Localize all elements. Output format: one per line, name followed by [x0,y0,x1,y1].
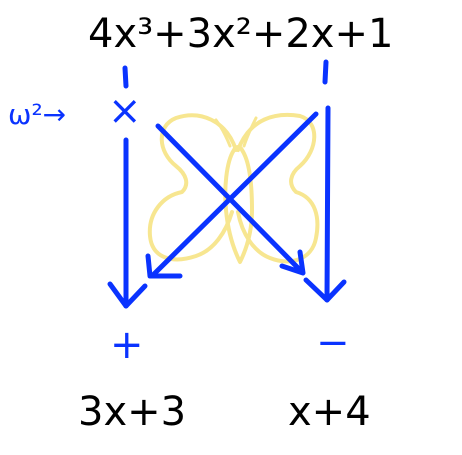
left-tick-mark [125,68,126,86]
left-down-arrow [110,140,145,306]
minus-sign: − [316,320,350,366]
polynomial-expression: 4x³+3x²+2x+1 [88,11,394,57]
right-tick-mark [325,62,326,82]
plus-sign: + [110,322,144,368]
omega-annotation: ω²→ [8,98,67,131]
left-result: 3x+3 [78,389,187,435]
multiply-symbol: × [108,88,142,134]
right-result: x+4 [288,389,371,435]
